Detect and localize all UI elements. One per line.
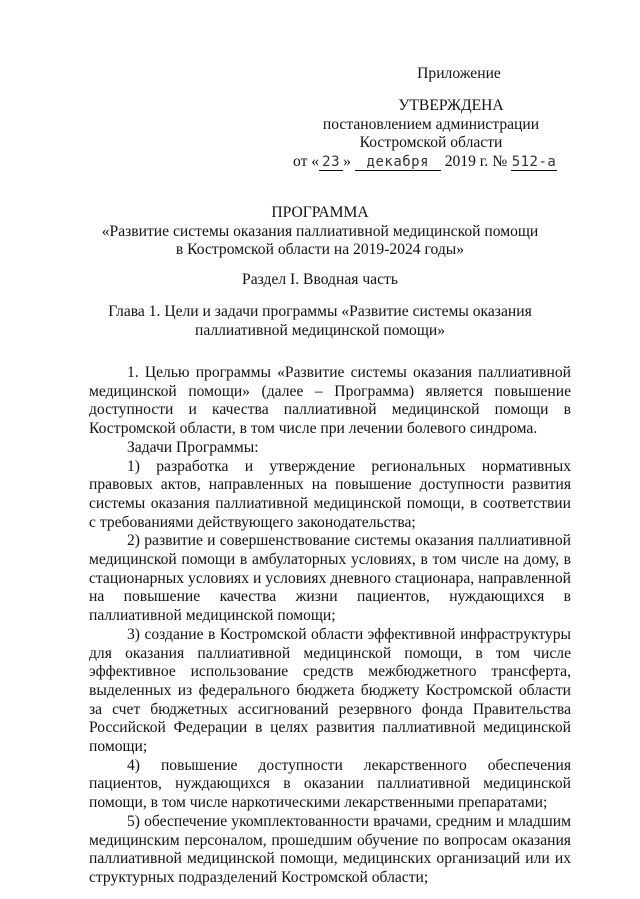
date-day-suffix: » (343, 153, 351, 171)
program-title-line2: в Костромской области на 2019-2024 годы» (175, 241, 465, 259)
section-heading: Раздел I. Вводная часть (242, 271, 398, 288)
paragraph-goal: 1. Целью программы «Развитие системы оказания паллиативной медицинской помощи» (далее – Программа) является повышение доступности и качества паллиативной медицинской помощи в Костромской области, в том числе при лечении болевого синдрома. (89, 364, 571, 438)
date-line (288, 153, 562, 172)
date-year: 2019 г. № (444, 153, 508, 171)
chapter-heading-line1: Глава 1. Цели и задачи программы «Развитие системы оказания (108, 303, 532, 320)
region-line: Костромской области (359, 134, 503, 152)
program-title (80, 204, 560, 260)
paragraph-task-2: 2) развитие и совершенствование системы оказания паллиативной медицинской помощи в амбулаторных условиях, в том числе на дому, в стационарных условиях и условиях дневного стационара, направленной на повышение качества жизни пациентов, нуждающихся в паллиативной медицинской помощи; (89, 532, 571, 625)
appendix-label (300, 65, 562, 84)
program-title-line1: «Развитие системы оказания паллиативной медицинской помощи (101, 222, 539, 240)
approved-label: УТВЕРЖДЕНА (398, 97, 504, 114)
chapter-heading (80, 303, 560, 340)
decree-number: 512-а (511, 154, 557, 171)
chapter-heading-line2: паллиативной медицинской помощи» (194, 321, 446, 339)
date-prefix: от « (292, 153, 320, 171)
decree-line: постановлением администрации (322, 115, 540, 133)
approval-block (292, 97, 562, 172)
paragraph-task-1: 1) разработка и утверждение региональных нормативных правовых актов, направленных на повышение доступности развития системы оказания паллиативной медицинской помощи, в соответствии с требованиями действующего законодательства; (89, 457, 571, 531)
document-body (89, 364, 571, 888)
paragraph-tasks-heading: Задачи Программы: (127, 438, 259, 456)
paragraph-task-3: 3) создание в Костромской области эффективной инфраструктуры для оказания паллиативной медицинской помощи, в том числе эффективное использование средств межбюджетного трансферта, выделенных из федерального бюджета бюджету Костромской области за счет бюджетных ассигнований резервного фонда Правительства Российской Федерации в целях развития паллиативной медицинской помощи; (89, 625, 571, 756)
program-heading: ПРОГРАММА (271, 204, 369, 221)
date-month: декабря (355, 155, 441, 171)
paragraph-task-4: 4) повышение доступности лекарственного обеспечения пациентов, нуждающихся в оказании паллиативной медицинской помощи, в том числе наркотическими лекарственными препаратами; (89, 756, 571, 812)
appendix-text: Приложение (417, 65, 501, 82)
date-day: 23 (319, 155, 343, 171)
paragraph-task-5: 5) обеспечение укомплектованности врачами, средним и младшим медицинским персоналом, прошедшим обучение по вопросам оказания паллиативной медицинской помощи, медицинских организаций или их структурных подразделений Костромской области; (89, 812, 571, 886)
